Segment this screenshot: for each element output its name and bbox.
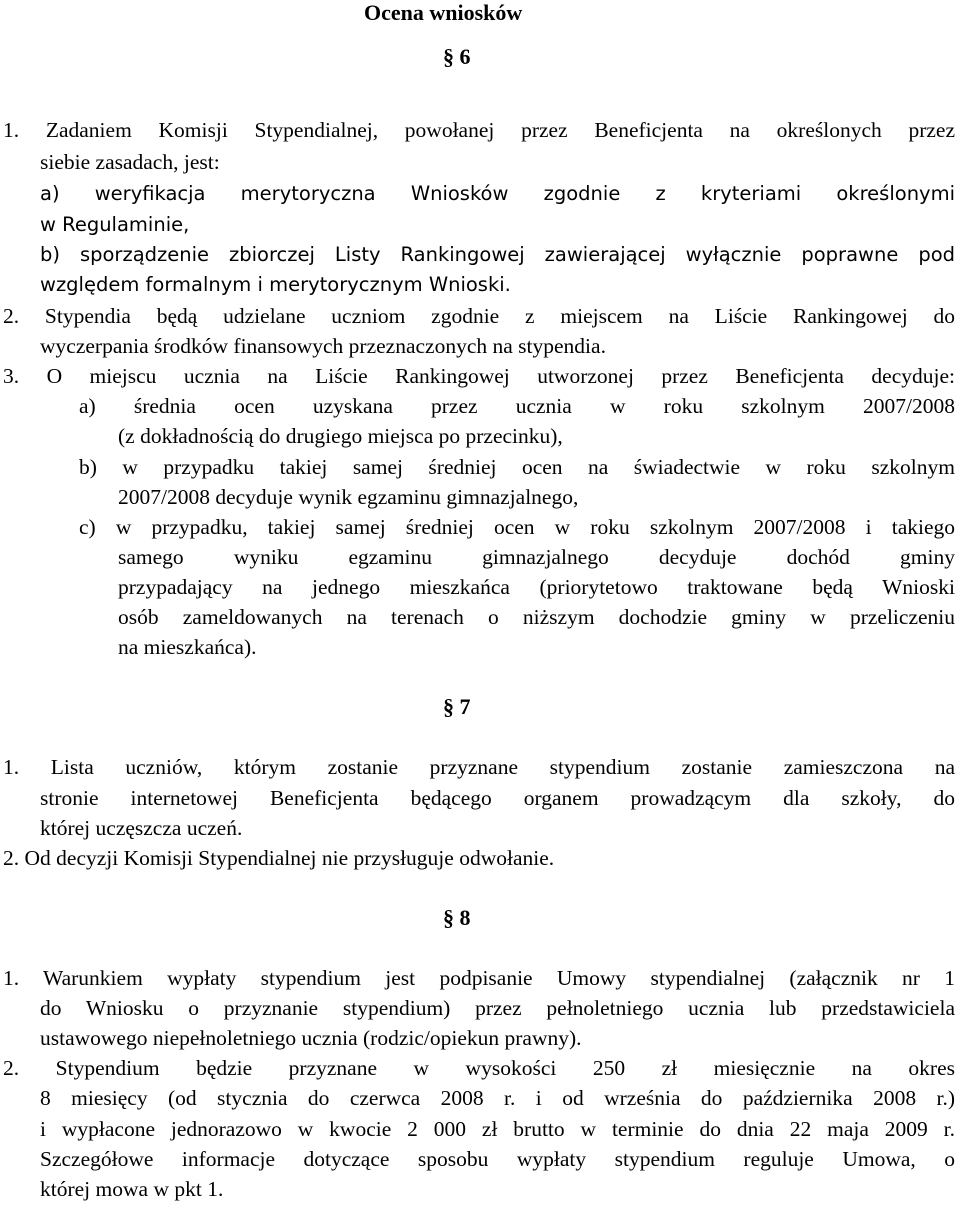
s6-line-4: w Regulaminie, <box>40 213 190 236</box>
s7-line-4: 2. Od decyzji Komisji Stypendialnej nie przysługuje odwołanie. <box>3 846 555 870</box>
s7-line-2: stronie internetowej Beneficjenta będącego organem prowadzącym dla szkoły, do <box>40 786 955 810</box>
s8-line-5: 8 miesięcy (od stycznia do czerwca 2008 r. i od września do października 2008 r.) <box>40 1086 955 1110</box>
s8-line-6: i wypłacone jednorazowo w kwocie 2 000 zł brutto w terminie do dnia 22 maja 2009 r. <box>40 1117 955 1141</box>
s6-line-12: b) w przypadku takiej samej średniej ocen na świadectwie w roku szkolnym <box>79 455 955 479</box>
s6-line-18: na mieszkańca). <box>118 635 257 659</box>
s6-line-16: przypadający na jednego mieszkańca (priorytetowo traktowane będą Wnioski <box>118 575 955 599</box>
s6-line-13: 2007/2008 decyduje wynik egzaminu gimnazjalnego, <box>118 485 579 509</box>
s6-line-5: b) sporządzenie zbiorczej Listy Rankingowej zawierającej wyłącznie poprawne pod <box>40 243 955 266</box>
s6-line-11: (z dokładnością do drugiego miejsca po przecinku), <box>118 424 563 448</box>
s8-line-3: ustawowego niepełnoletniego ucznia (rodzic/opiekun prawny). <box>40 1026 582 1050</box>
s8-line-7: Szczegółowe informacje dotyczące sposobu wypłaty stypendium reguluje Umowa, o <box>40 1147 955 1171</box>
s7-line-1: 1. Lista uczniów, którym zostanie przyznane stypendium zostanie zamieszczona na <box>3 755 955 779</box>
section-7-heading: § 7 <box>443 694 471 719</box>
s6-line-8: wyczerpania środków finansowych przeznaczonych na stypendia. <box>40 334 606 358</box>
s7-line-3: której uczęszcza uczeń. <box>40 816 243 840</box>
s8-line-4: 2. Stypendium będzie przyznane w wysokości 250 zł miesięcznie na okres <box>3 1056 955 1080</box>
s8-line-2: do Wniosku o przyznanie stypendium) przez pełnoletniego ucznia lub przedstawiciela <box>40 996 955 1020</box>
section-8-heading: § 8 <box>443 905 471 930</box>
s6-line-14: c) w przypadku, takiej samej średniej ocen w roku szkolnym 2007/2008 i takiego <box>79 515 955 539</box>
s6-line-2: siebie zasadach, jest: <box>40 150 220 174</box>
s6-line-17: osób zameldowanych na terenach o niższym dochodzie gminy w przeliczeniu <box>118 605 955 629</box>
s6-line-6: względem formalnym i merytorycznym Wnioski. <box>40 273 511 296</box>
page-title: Ocena wniosków <box>364 0 523 25</box>
s8-line-8: której mowa w pkt 1. <box>40 1177 224 1201</box>
s6-line-9: 3. O miejscu ucznia na Liście Rankingowej utworzonej przez Beneficjenta decyduje: <box>3 364 955 388</box>
s6-line-1: 1. Zadaniem Komisji Stypendialnej, powołanej przez Beneficjenta na określonych przez <box>3 118 955 142</box>
s6-line-7: 2. Stypendia będą udzielane uczniom zgodnie z miejscem na Liście Rankingowej do <box>3 304 955 328</box>
s6-line-10: a) średnia ocen uzyskana przez ucznia w roku szkolnym 2007/2008 <box>79 394 955 418</box>
s8-line-1: 1. Warunkiem wypłaty stypendium jest podpisanie Umowy stypendialnej (załącznik nr 1 <box>3 966 955 990</box>
s6-line-15: samego wyniku egzaminu gimnazjalnego decyduje dochód gminy <box>118 545 955 569</box>
s6-line-3: a) weryfikacja merytoryczna Wniosków zgodnie z kryteriami określonymi <box>40 182 955 205</box>
section-6-heading: § 6 <box>443 44 471 69</box>
